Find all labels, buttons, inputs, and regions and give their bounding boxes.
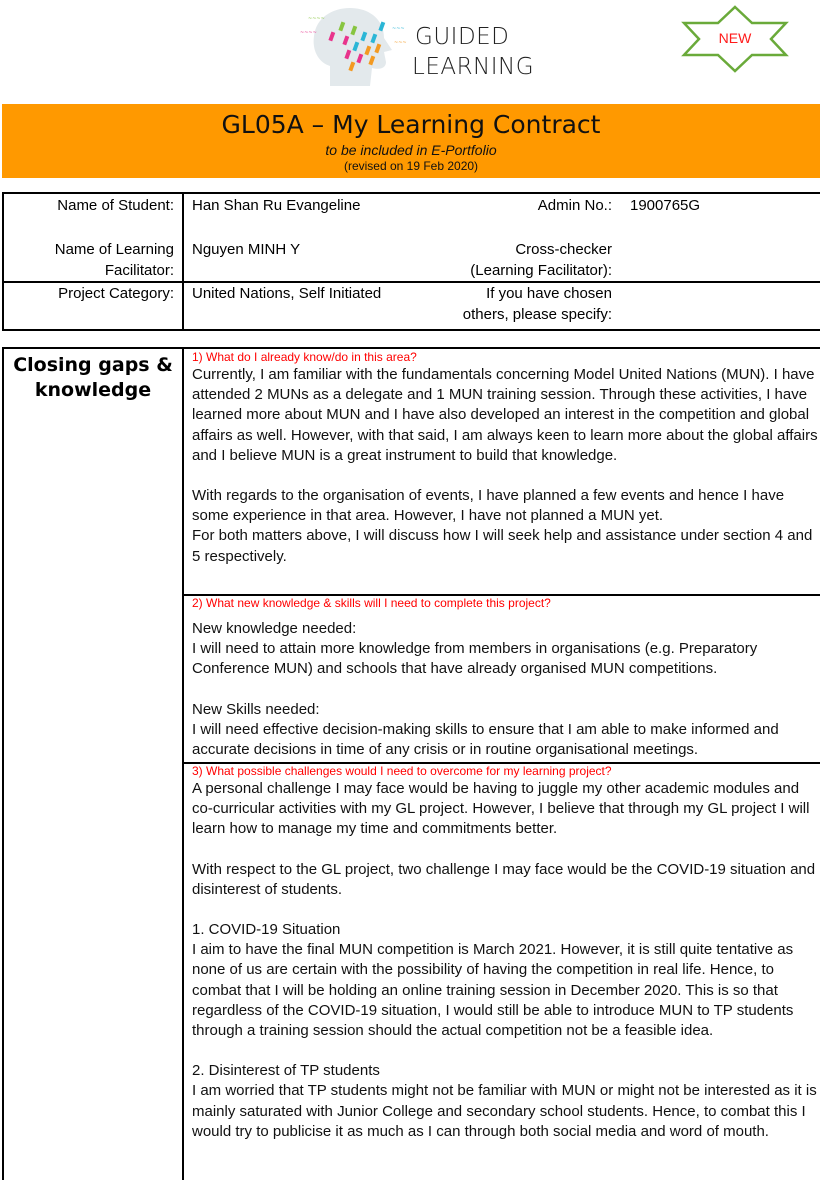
revision-note: (revised on 19 Feb 2020) [343, 159, 479, 173]
section-label [4, 353, 182, 403]
project-category-value: United Nations, Self Initiated [192, 285, 382, 302]
question-1-title: 1) What do I already know/do in this area? [192, 350, 417, 364]
answer-paragraph: With regards to the organisation of events, I have planned a few events and hence I have some experience in that area. However, I have not planned a MUN yet. [192, 487, 785, 525]
head-profile-logo-icon [300, 4, 410, 86]
answer-paragraph: I aim to have the final MUN competition is March 2021. However, it is still quite tentative as none of us are certain with the possibility of having the competition in real life. Hence, to combat that I will be holding an online training session in December 2020. This is so that regardless of the COVID-19 situation, I would still be able to introduce MUN to TP students through a training session should the actual competition not be a feasible idea. [192, 941, 794, 1040]
question-2 [184, 596, 820, 760]
admin-no-value: 1900765G [630, 197, 701, 214]
answer-paragraph: 1. COVID-19 Situation [192, 921, 341, 939]
title-bar [2, 104, 820, 178]
answer-paragraph: I will need to attain more knowledge from members in organisations (e.g. Preparatory Conference MUN) and schools that have already organised MUN competitions. [192, 640, 758, 678]
question-2-title: 2) What new knowledge & skills will I need to complete this project? [192, 596, 551, 610]
logo-line-guided: GUIDED [415, 24, 510, 50]
question-3 [184, 764, 820, 1142]
section-label-line2: knowledge [34, 379, 152, 401]
question-1 [184, 350, 820, 567]
answer-paragraph: I will need effective decision-making skills to ensure that I am able to make informed and accurate decisions in time of any crisis or in routine organisational meetings. [192, 720, 779, 759]
student-name-value: Han Shan Ru Evangeline [192, 197, 361, 214]
answer-paragraph: New knowledge needed: [192, 620, 357, 637]
closing-gaps-section [2, 347, 820, 1180]
student-info-table [2, 192, 820, 331]
section-label-line1: Closing gaps & [13, 354, 173, 376]
guided-learning-logo [300, 4, 535, 86]
project-category-label: Project Category: [58, 285, 174, 302]
facilitator-value: Nguyen MINH Y [192, 241, 301, 258]
others-label-line1: If you have chosen [486, 285, 612, 302]
answer-paragraph: I am worried that TP students might not be familiar with MUN or might not be interested as it is mainly saturated with Junior College and secondary school students. Hence, to combat this I would try to publicise it as much as I can through both social media and word of mouth. [192, 1082, 817, 1140]
facilitator-label-line2: Facilitator: [104, 262, 174, 279]
column-divider [182, 194, 184, 329]
svg-text:~~~~: ~~~~ [308, 16, 325, 22]
new-label: NEW [718, 30, 752, 46]
student-name-label: Name of Student: [57, 197, 174, 214]
facilitator-label-line1: Name of Learning [54, 241, 174, 258]
logo-text [412, 22, 534, 82]
question-3-title: 3) What possible challenges would I need to overcome for my learning project? [192, 764, 612, 778]
answer-paragraph: For both matters above, I will discuss how I will seek help and assistance under section 4 and 5 respectively. [192, 527, 813, 565]
crosschecker-label-line1: Cross-checker [515, 241, 612, 258]
svg-text:~~~: ~~~ [392, 26, 405, 32]
question-2-answer [192, 619, 820, 760]
answer-paragraph: With respect to the GL project, two challenge I may face would be the COVID-19 situation and disinterest of students. [192, 860, 816, 898]
admin-no-label: Admin No.: [537, 197, 612, 214]
document-title: GL05A – My Learning Contract [221, 110, 601, 139]
answer-paragraph: Currently, I am familiar with the fundamentals concerning Model United Nations (MUN). I have attended 2 MUNs as a delegate and 1 MUN training session. Through these activities, I have learned more about MUN and I have also developed an interest in the competition and global affairs as well. However, with that said, I am always keen to learn more about the global affairs and I believe MUN is a great instrument to build that knowledge. [192, 366, 818, 464]
answer-paragraph: 2. Disinterest of TP students [192, 1062, 380, 1080]
question-3-answer [192, 779, 820, 1142]
crosschecker-label-line2: (Learning Facilitator): [470, 262, 612, 279]
svg-text:~~~~: ~~~~ [300, 30, 317, 36]
logo-line-learning: LEARNING [412, 54, 535, 80]
question-1-answer [192, 365, 820, 567]
svg-text:~~~: ~~~ [394, 40, 407, 46]
answer-paragraph: A personal challenge I may face would be having to juggle my other academic modules and co-curricular activities with my GL project. However, I believe that through my GL project I will learn how to manage my time and commitments better. [192, 780, 810, 838]
answer-paragraph: New Skills needed: [192, 700, 320, 718]
document-subtitle: to be included in E-Portfolio [325, 142, 497, 158]
others-label-line2: others, please specify: [462, 306, 612, 323]
new-badge [678, 4, 792, 74]
